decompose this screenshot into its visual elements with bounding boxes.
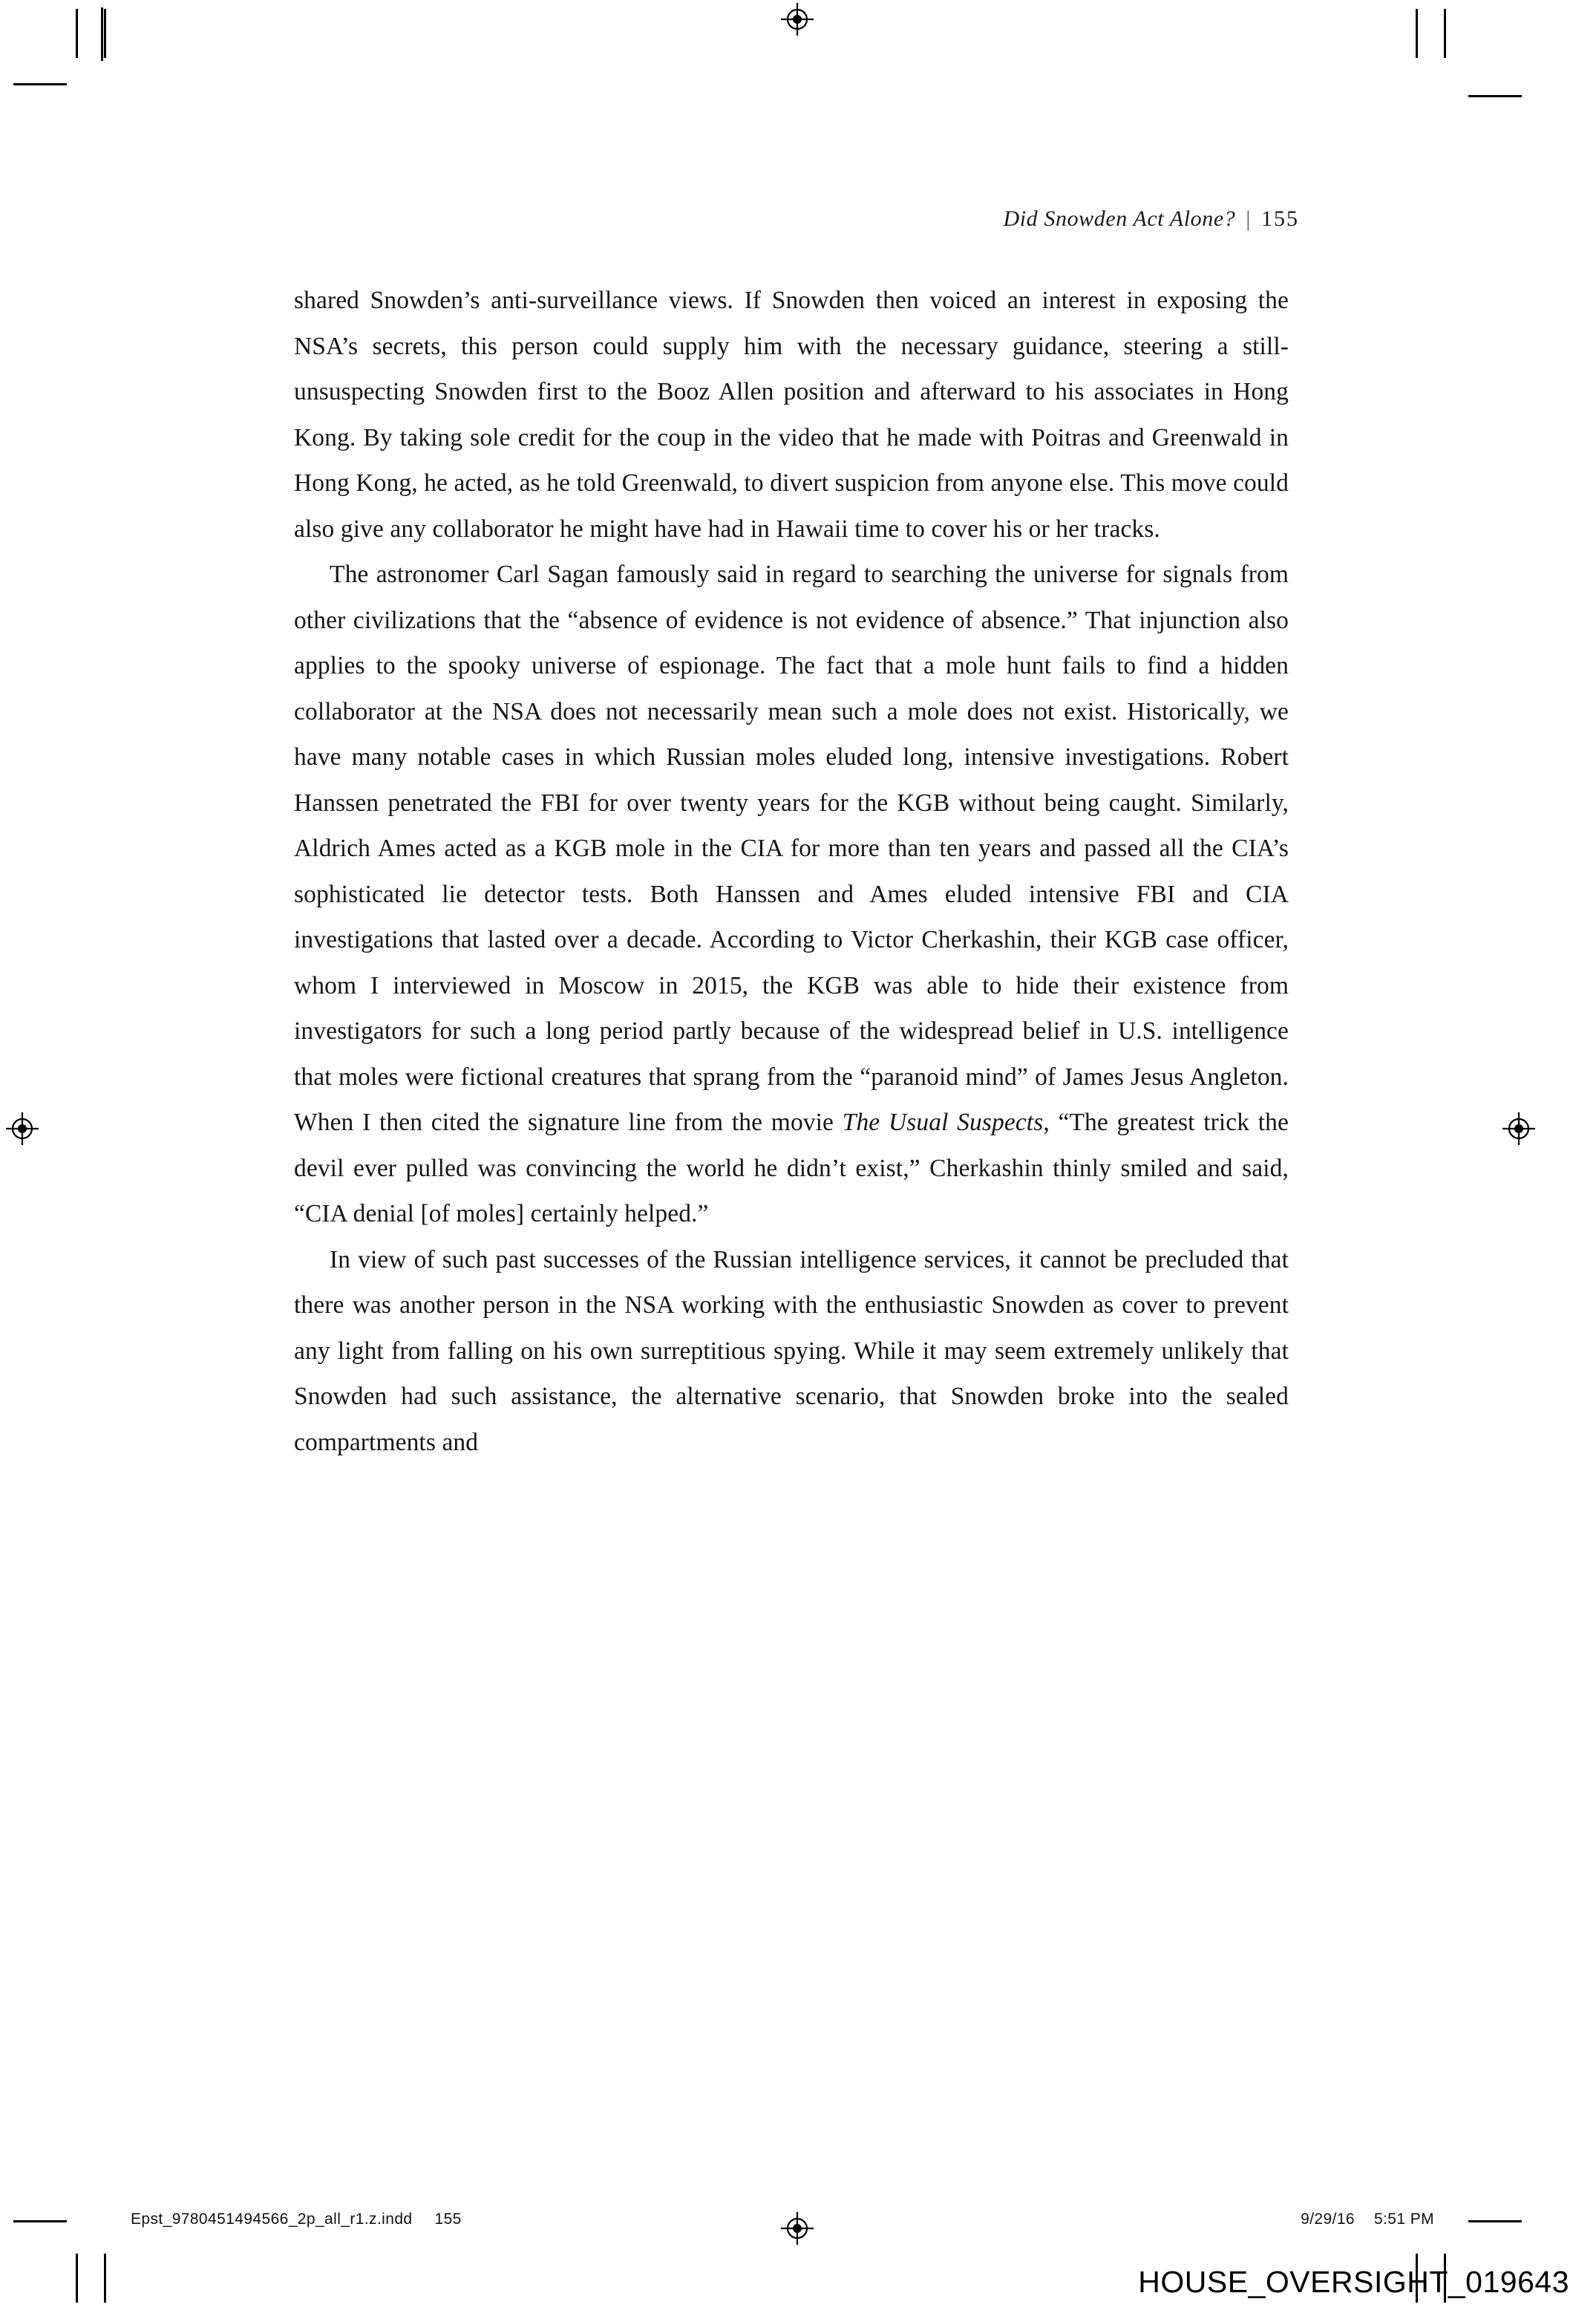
- crop-mark-tl-bar1: [76, 9, 78, 58]
- registration-mark-right: [1502, 1112, 1535, 1145]
- bates-stamp: HOUSE_OVERSIGHT_019643: [1138, 2265, 1569, 2299]
- paragraph-2-tail: , “The greatest trick the devil ever pulled was convincing the world he didn’t exist,” Cherkashin thinly smiled and said, “CIA denial [of moles] certainly helped.”: [294, 1109, 1289, 1227]
- running-head-chapter-title: Did Snowden Act Alone?: [1003, 206, 1236, 231]
- running-head-separator: |: [1246, 206, 1251, 231]
- footer-page-number: 155: [434, 2211, 462, 2228]
- crop-mark-bl-bar1: [76, 2254, 78, 2303]
- book-title-italic: The Usual Suspects: [842, 1109, 1044, 1136]
- running-head: [1003, 206, 1299, 232]
- paragraph-2-lead: The astronomer Carl Sagan famously said in regard to searching the universe for signals from other civilizations that the “absence of evidence is not evidence of absence.” That injunction also applies to the spooky universe of espionage. The fact that a mole hunt fails to find a hidden collaborator at the NSA does not necessarily mean such a mole does not exist. Historically, we have many notable cases in which Russian moles eluded long, intensive investigations. Robert Hanssen penetrated the FBI for over twenty years for the KGB without being caught. Similarly, Aldrich Ames acted as a KGB mole in the CIA for more than ten years and passed all the CIA’s sophisticated lie detector tests. Both Hanssen and Ames eluded intensive FBI and CIA investigations that lasted over a decade. According to Victor Cherkashin, their KGB case officer, whom I interviewed in Moscow in 2015, the KGB was able to hide their existence from investigators for such a long period partly because of the widespread belief in U.S. intelligence that moles were fictional creatures that sprang from the “paranoid mind” of James Jesus Angleton. When I then cited the signature line from the movie: [294, 561, 1289, 1136]
- crop-mark-top-left-vertical: [101, 7, 103, 61]
- body-text-block: [294, 278, 1289, 1465]
- crop-mark-right-horizontal-bottom: [1468, 2220, 1522, 2222]
- crop-mark-tr-bar2: [1444, 9, 1446, 58]
- footer-file-name: Epst_9780451494566_2p_all_r1.z.indd: [131, 2211, 413, 2228]
- footer-date: 9/29/16: [1301, 2211, 1355, 2228]
- crop-mark-bl-bar2: [104, 2254, 106, 2303]
- crop-mark-left-horizontal-bottom: [13, 2220, 67, 2222]
- registration-mark-top: [781, 3, 814, 36]
- crop-mark-tr-horizontal: [1468, 95, 1522, 97]
- crop-mark-tr-bar1: [1416, 9, 1418, 58]
- registration-mark-left: [6, 1112, 39, 1145]
- footer-timestamp: [1301, 2211, 1434, 2228]
- paragraph-1: shared Snowden’s anti-surveillance views. If Snowden then voiced an interest in exposing the NSA’s secrets, this person could supply him with the necessary guidance, steering a still-unsuspecting Snowden first to the Booz Allen position and afterward to his associates in Hong Kong. By taking sole credit for the coup in the video that he made with Poitras and Greenwald in Hong Kong, he acted, as he told Greenwald, to divert suspicion from anyone else. This move could also give any collaborator he might have had in Hawaii time to cover his or her tracks.: [294, 287, 1289, 543]
- page-folio-number: 155: [1261, 206, 1299, 231]
- paragraph-2: [294, 552, 1289, 1237]
- crop-mark-tl-bar2: [104, 9, 106, 58]
- registration-mark-bottom: [781, 2212, 814, 2245]
- crop-mark-left-horizontal-top: [13, 83, 67, 85]
- footer-time: 5:51 PM: [1373, 2211, 1434, 2228]
- paragraph-3: In view of such past successes of the Russian intelligence services, it cannot be precluded that there was another person in the NSA working with the enthusiastic Snowden as cover to prevent any light from falling on his own surreptitious spying. While it may seem extremely unlikely that Snowden had such assistance, the alternative scenario, that Snowden broke into the sealed compartments and: [294, 1245, 1289, 1456]
- footer-file-slug: [131, 2211, 462, 2228]
